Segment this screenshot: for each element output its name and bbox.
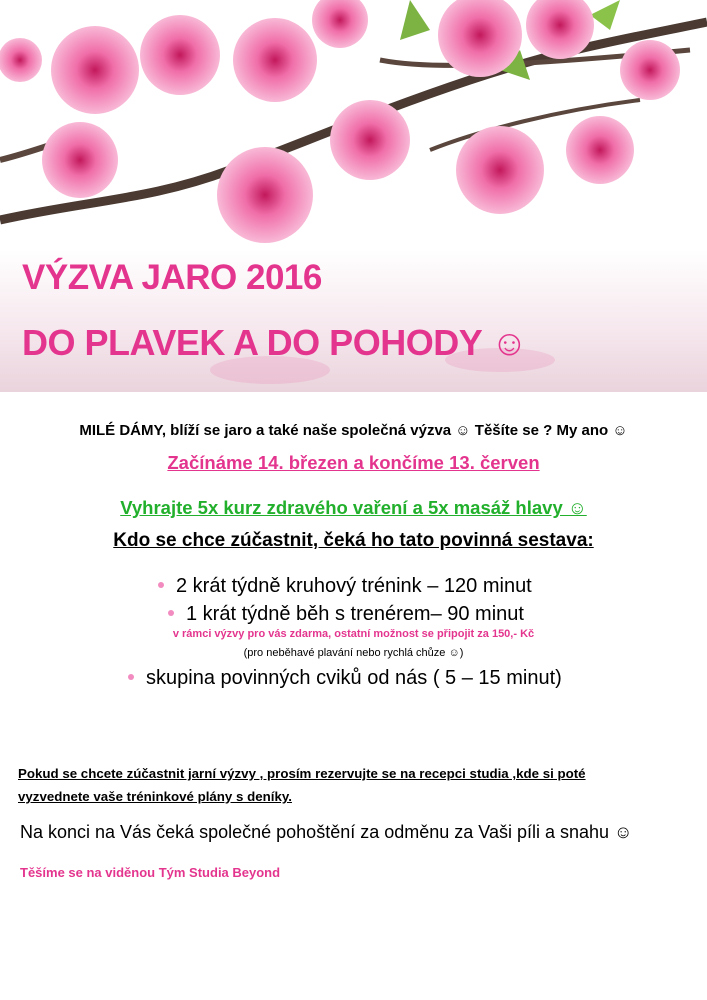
bullet-icon (158, 582, 164, 588)
prize-text: Vyhrajte 5x kurz zdravého vaření a 5x masáž hlavy ☺ (120, 497, 587, 518)
requirement-label: skupina povinných cviků od nás ( 5 – 15 minut) (146, 667, 562, 689)
challenge-dates: Začínáme 14. březen a končíme 13. červen (167, 452, 540, 473)
requirement-item (158, 575, 532, 598)
reservation-line-2: vyzvednete vaše tréninkové plány s deníky. (18, 789, 292, 804)
run-note: v rámci výzvy pro vás zdarma, ostatní možnost se připojit za 150,- Kč (172, 628, 535, 640)
bullet-icon (168, 610, 174, 616)
bullet-icon (128, 674, 134, 680)
closing-text: Na konci na Vás čeká společné pohoštění za odměnu za Vaši píli a snahu ☺ (20, 822, 633, 842)
intro-text: MILÉ DÁMY, blíží se jaro a také naše společná výzva ☺ Těšíte se ? My ano ☺ (79, 422, 628, 439)
run-note-alt: (pro neběhavé plavání nebo rychlá chůze ☺) (243, 647, 464, 659)
title-line-2: DO PLAVEK A DO POHODY ☺ (22, 322, 528, 363)
requirement-label: 1 krát týdně běh s trenérem– 90 minut (186, 603, 524, 625)
requirement-label: 2 krát týdně kruhový trénink – 120 minut (176, 575, 532, 597)
requirement-item (128, 667, 562, 690)
requirements-heading: Kdo se chce zúčastnit, čeká ho tato povinná sestava: (113, 530, 594, 551)
signature-text: Těšíme se na viděnou Tým Studia Beyond (20, 865, 281, 880)
title-line-1: VÝZVA JARO 2016 (22, 258, 322, 297)
reservation-line-1: Pokud se chcete zúčastnit jarní výzvy , prosím rezervujte se na recepci studia ,kde si poté (18, 766, 586, 781)
requirement-item (168, 603, 524, 626)
